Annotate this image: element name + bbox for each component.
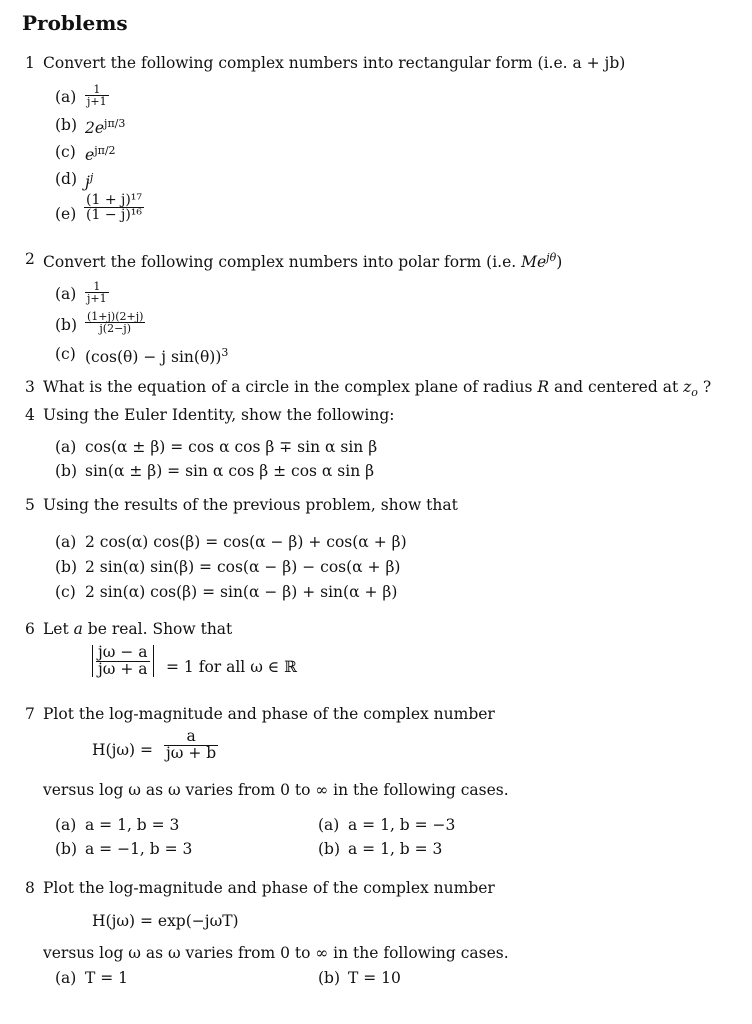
math-expression: sin(α ± β) = sin α cos β ± cos α sin β: [85, 462, 375, 480]
equation: H(jω) = exp(−jωT): [92, 912, 239, 930]
problem-number: 7: [25, 705, 35, 723]
part-label: (b): [55, 462, 78, 480]
problem-text: Convert the following complex numbers into rectangular form (i.e. a + jb): [43, 54, 626, 72]
part-label: (a): [55, 533, 77, 551]
problem-number: 5: [25, 496, 35, 514]
math-expression: cos(α ± β) = cos α cos β ∓ sin α sin β: [85, 438, 378, 456]
math-expression: a = 1, b = 3: [348, 840, 443, 858]
part-label: (a): [55, 816, 77, 834]
fraction: $\frac{\text{(1 + j)¹⁷}}{\text{(1 − j)¹⁶}}$: [86, 192, 143, 223]
fraction: $\frac{a}{j\omega + b}$: [166, 727, 217, 762]
part-label: (b): [318, 969, 341, 987]
problem-number: 6: [25, 620, 35, 638]
part-label: (a): [318, 816, 340, 834]
part-label: (b): [55, 558, 78, 576]
part-label: (c): [55, 345, 76, 363]
math-expression: T = 10: [348, 969, 401, 987]
part-label: (b): [55, 316, 78, 334]
equation-lhs: H(jω) =: [92, 741, 153, 759]
problem-text: What is the equation of a circle in the complex plane of radius R and centered at $z_o$ ?: [43, 378, 712, 400]
problem-number: 3: [25, 378, 35, 396]
fraction: $\frac{1}{j+1}$: [87, 280, 107, 305]
problem-text: Using the Euler Identity, show the following:: [43, 406, 395, 424]
problem-number: 2: [25, 250, 35, 268]
problem-text: Convert the following complex numbers into polar form (i.e. $Me^{j\theta}$): [43, 251, 563, 272]
fraction: $\frac{1}{j+1}$: [87, 83, 107, 108]
math-expression: $2e^{j\pi/3}$: [85, 117, 126, 138]
math-expression: $e^{j\pi/2}$: [85, 144, 116, 165]
problem-text: Plot the log-magnitude and phase of the complex number: [43, 705, 495, 723]
problem-number: 1: [25, 54, 35, 72]
part-label: (b): [55, 840, 78, 858]
part-label: (c): [55, 583, 76, 601]
part-label: (d): [55, 170, 78, 188]
math-expression: a = 1, b = 3: [85, 816, 180, 834]
math-expression: a = 1, b = −3: [348, 816, 456, 834]
problem-text: Using the results of the previous problem, show that: [43, 496, 458, 514]
math-expression: 2 sin(α) sin(β) = cos(α − β) − cos(α + β): [85, 558, 401, 576]
math-expression: a = −1, b = 3: [85, 840, 193, 858]
part-label: (e): [55, 205, 77, 223]
problem-text: Plot the log-magnitude and phase of the complex number: [43, 879, 495, 897]
math-expression: (cos(θ) − j sin(θ))$^3$: [85, 346, 229, 367]
math-expression: 2 cos(α) cos(β) = cos(α − β) + cos(α + β): [85, 533, 407, 551]
part-label: (a): [55, 438, 77, 456]
problem-text: Let a be real. Show that: [43, 620, 233, 638]
part-label: (a): [55, 88, 77, 106]
equation-rhs: = 1 for all ω ∈ ℝ: [166, 658, 298, 676]
part-label: (b): [318, 840, 341, 858]
math-expression: T = 1: [85, 969, 129, 987]
part-label: (b): [55, 116, 78, 134]
problem-number: 4: [25, 406, 35, 424]
part-label: (a): [55, 285, 77, 303]
problem-text: versus log ω as ω varies from 0 to ∞ in the following cases.: [43, 781, 509, 799]
problem-number: 8: [25, 879, 35, 897]
part-label: (a): [55, 969, 77, 987]
math-expression: $j^j$: [85, 171, 94, 192]
absolute-value-equation: $\frac{j\omega - a}{j\omega + a}$: [92, 645, 154, 677]
problem-text: versus log ω as ω varies from 0 to ∞ in the following cases.: [43, 944, 509, 962]
page-title: Problems: [22, 11, 128, 35]
math-expression: 2 sin(α) cos(β) = sin(α − β) + sin(α + β): [85, 583, 398, 601]
part-label: (c): [55, 143, 76, 161]
fraction: $\frac{(1+j)(2+j)}{j(2-j)}$: [87, 310, 144, 335]
